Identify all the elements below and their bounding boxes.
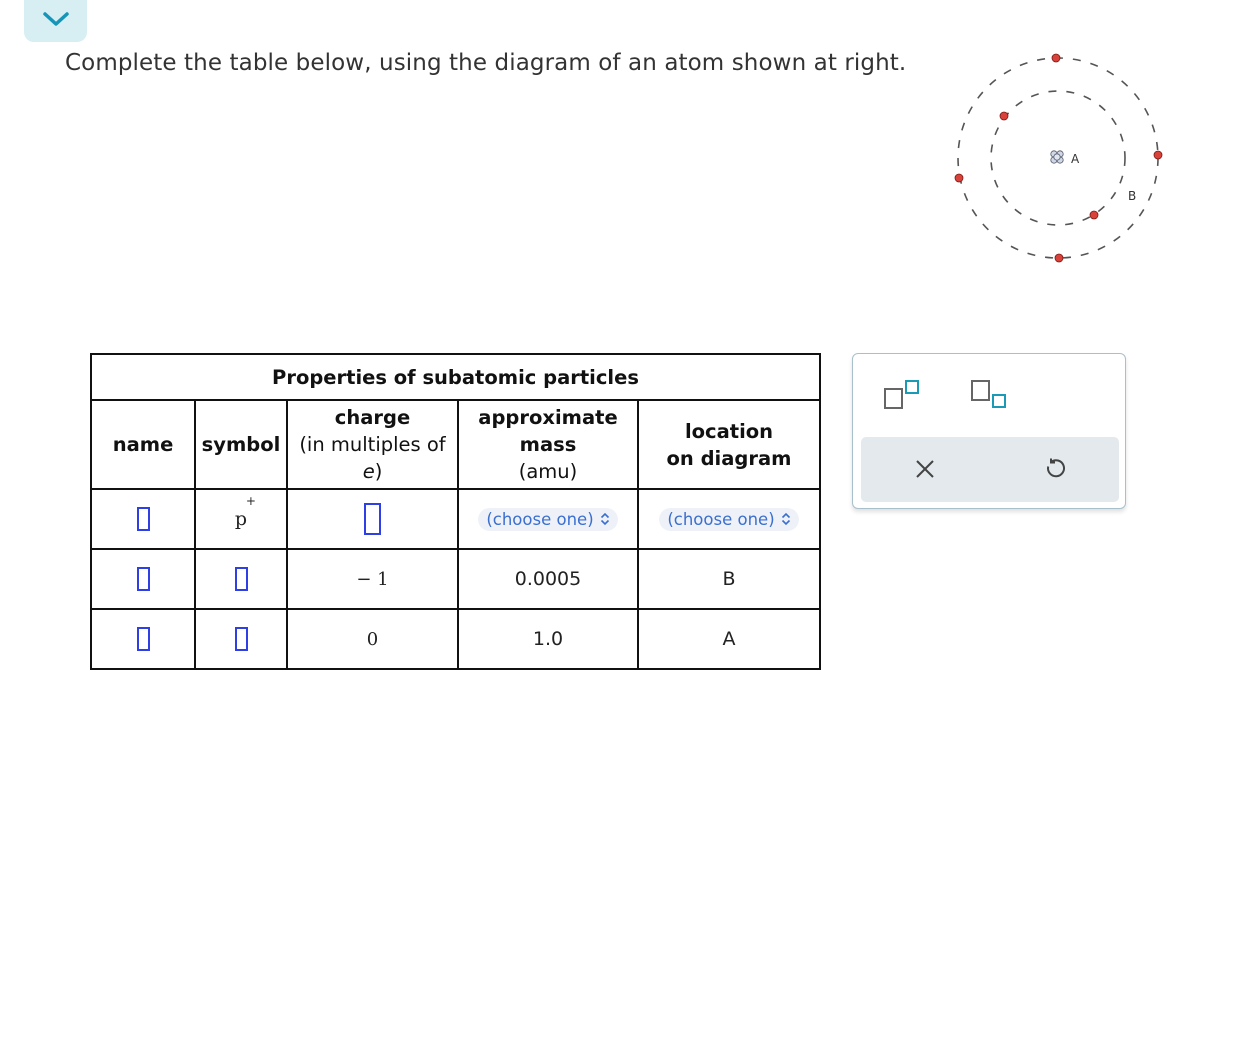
superscript-button[interactable] xyxy=(883,379,923,415)
charge-answer-box[interactable] xyxy=(364,503,381,535)
name-cell xyxy=(91,609,195,669)
symbol-answer-box[interactable] xyxy=(235,627,248,651)
math-toolbox xyxy=(852,353,1126,509)
atom-diagram xyxy=(945,45,1175,270)
undo-icon xyxy=(1043,457,1067,481)
header-location: location on diagram xyxy=(638,400,820,489)
location-cell xyxy=(638,609,820,669)
table-row xyxy=(91,609,820,669)
charge-cell xyxy=(287,609,458,669)
header-name: name xyxy=(91,400,195,489)
subscript-button[interactable] xyxy=(970,379,1010,415)
table-row xyxy=(91,549,820,609)
mass-cell xyxy=(458,489,638,549)
nucleus-label: A xyxy=(1071,152,1080,166)
mass-select[interactable]: (choose one) xyxy=(478,508,617,531)
name-answer-box[interactable] xyxy=(137,627,150,651)
symbol-cell xyxy=(195,489,287,549)
toolbox-actions xyxy=(861,437,1119,502)
electron-icon xyxy=(1052,54,1060,62)
symbol-cell xyxy=(195,549,287,609)
charge-cell xyxy=(287,489,458,549)
name-cell xyxy=(91,549,195,609)
symbol-value: p + xyxy=(234,494,256,530)
charge-value: 0 xyxy=(366,629,379,650)
name-cell xyxy=(91,489,195,549)
select-arrows-icon xyxy=(600,512,610,526)
undo-button[interactable] xyxy=(1043,457,1067,485)
location-value: B xyxy=(722,568,736,590)
nucleus-icon xyxy=(1051,151,1063,163)
orbit-label: B xyxy=(1128,189,1137,203)
mass-cell xyxy=(458,609,638,669)
mass-cell xyxy=(458,549,638,609)
charge-cell xyxy=(287,549,458,609)
symbol-cell xyxy=(195,609,287,669)
header-charge: charge (in multiples of e) xyxy=(287,400,458,489)
electron-icon xyxy=(1000,112,1008,120)
subatomic-particles-table xyxy=(90,353,821,670)
mass-value: 1.0 xyxy=(532,628,564,650)
select-arrows-icon xyxy=(781,512,791,526)
name-answer-box[interactable] xyxy=(137,507,150,531)
table-caption: Properties of subatomic particles xyxy=(91,354,820,400)
mass-value: 0.0005 xyxy=(514,568,582,590)
location-value: A xyxy=(722,628,736,650)
electron-icon xyxy=(1090,211,1098,219)
location-cell xyxy=(638,549,820,609)
collapse-toggle-button[interactable] xyxy=(24,0,87,42)
electron-icon xyxy=(955,174,963,182)
clear-button[interactable] xyxy=(914,458,936,484)
close-icon xyxy=(914,458,936,480)
electron-icon xyxy=(1154,151,1162,159)
superscript-icon xyxy=(883,379,923,411)
question-prompt: Complete the table below, using the diagram of an atom shown at right. xyxy=(65,50,907,76)
location-cell xyxy=(638,489,820,549)
header-symbol: symbol xyxy=(195,400,287,489)
subscript-icon xyxy=(970,379,1010,411)
header-row xyxy=(91,400,820,489)
table-row xyxy=(91,489,820,549)
chevron-down-icon xyxy=(41,10,71,32)
header-mass: approximate mass (amu) xyxy=(458,400,638,489)
location-select[interactable]: (choose one) xyxy=(659,508,798,531)
electron-icon xyxy=(1055,254,1063,262)
name-answer-box[interactable] xyxy=(137,567,150,591)
symbol-answer-box[interactable] xyxy=(235,567,248,591)
charge-value: − 1 xyxy=(356,569,389,590)
